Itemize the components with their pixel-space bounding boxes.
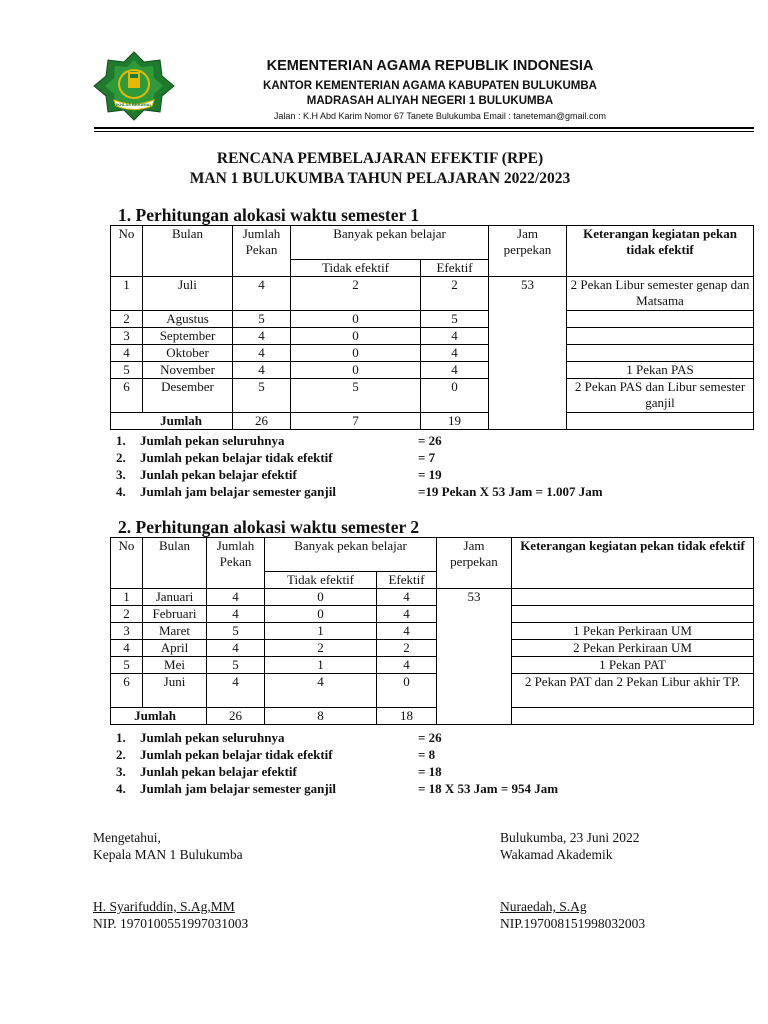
total-keterangan-empty — [512, 708, 754, 725]
header-no: No — [111, 226, 143, 277]
signature-right — [500, 829, 645, 932]
summary-value: = 18 X 53 Jam = 954 Jam — [418, 781, 559, 796]
cell-bulan: Januari — [143, 589, 207, 606]
cell-efektif: 4 — [421, 328, 489, 345]
sig-right-line2: Wakamad Akademik — [500, 847, 613, 862]
cell-no: 2 — [111, 606, 143, 623]
table-row — [111, 379, 754, 413]
table-row — [111, 277, 754, 311]
table-row — [111, 328, 754, 345]
cell-keterangan — [512, 606, 754, 623]
cell-no: 3 — [111, 328, 143, 345]
cell-bulan: Februari — [143, 606, 207, 623]
cell-tidak-efektif: 0 — [265, 589, 377, 606]
summary-text: Jumlah jam belajar semester ganjil — [140, 781, 336, 796]
cell-bulan: Juli — [143, 277, 233, 311]
ministry-name: KEMENTERIAN AGAMA REPUBLIK INDONESIA — [266, 58, 594, 74]
cell-bulan: Juni — [143, 674, 207, 708]
cell-tidak-efektif: 4 — [265, 674, 377, 708]
header-tidak-efektif: Tidak efektif — [291, 260, 421, 277]
header-no: No — [111, 538, 143, 589]
header-jumlah-pekan: Jumlah Pekan — [233, 226, 291, 277]
semester2-summary — [116, 729, 736, 801]
summary-line — [116, 432, 736, 449]
summary-value: = 8 — [418, 747, 436, 762]
table-row — [111, 362, 754, 379]
summary-value: = 26 — [418, 730, 442, 745]
table-row — [111, 640, 754, 657]
table-row — [111, 589, 754, 606]
cell-no: 2 — [111, 311, 143, 328]
header-jam-perpekan: Jam perpekan — [489, 226, 567, 277]
cell-bulan: Agustus — [143, 311, 233, 328]
table-row — [111, 674, 754, 708]
cell-efektif: 4 — [377, 589, 437, 606]
cell-efektif: 4 — [377, 623, 437, 640]
summary-value: = 26 — [418, 433, 442, 448]
cell-no: 6 — [111, 379, 143, 413]
total-keterangan-empty — [567, 413, 754, 430]
cell-keterangan: 2 Pekan Perkiraan UM — [512, 640, 754, 657]
summary-number: 1. — [116, 433, 126, 448]
summary-value: = 19 — [418, 467, 442, 482]
table-row — [111, 657, 754, 674]
cell-tidak-efektif: 2 — [291, 277, 421, 311]
cell-efektif: 4 — [421, 362, 489, 379]
semester2-heading: 2. Perhitungan alokasi waktu semester 2 — [118, 517, 420, 537]
summary-number: 2. — [116, 747, 126, 762]
cell-jumlah-pekan: 4 — [233, 328, 291, 345]
sig-right-line1: Bulukumba, 23 Juni 2022 — [500, 830, 640, 845]
cell-jumlah-pekan: 4 — [233, 362, 291, 379]
header-bulan: Bulan — [143, 538, 207, 589]
header-banyak-pekan: Banyak pekan belajar — [291, 226, 489, 260]
school-address: Jalan : K.H Abd Karim Nomor 67 Tanete Bulukumba Email : taneteman@gmail.com — [273, 111, 607, 121]
cell-no: 6 — [111, 674, 143, 708]
summary-number: 3. — [116, 764, 126, 779]
total-jumlah-pekan: 26 — [207, 708, 265, 725]
summary-line — [116, 466, 736, 483]
summary-number: 4. — [116, 781, 126, 796]
sig-right-nip: NIP.197008151998032003 — [500, 916, 646, 931]
sig-left-nip: NIP. 197010055199703100З — [93, 916, 249, 931]
cell-tidak-efektif: 0 — [291, 311, 421, 328]
cell-bulan: Mei — [143, 657, 207, 674]
total-efektif: 19 — [421, 413, 489, 430]
summary-number: 2. — [116, 450, 126, 465]
cell-jumlah-pekan: 4 — [207, 674, 265, 708]
summary-text: Junlah pekan belajar efektif — [140, 764, 297, 779]
ministry-logo-icon — [92, 50, 176, 122]
semester1-summary — [116, 432, 736, 504]
cell-no: 4 — [111, 640, 143, 657]
cell-bulan: September — [143, 328, 233, 345]
letterhead-divider-thin — [94, 131, 754, 132]
header-jam-perpekan: Jam perpekan — [437, 538, 512, 589]
cell-keterangan — [567, 328, 754, 345]
cell-tidak-efektif: 5 — [291, 379, 421, 413]
total-label: Jumlah — [111, 708, 207, 725]
cell-no: 1 — [111, 277, 143, 311]
summary-line — [116, 729, 736, 746]
cell-no: 3 — [111, 623, 143, 640]
table-row — [111, 623, 754, 640]
summary-value: = 7 — [418, 450, 436, 465]
header-efektif: Efektif — [377, 572, 437, 589]
summary-value: =19 Pekan X 53 Jam = 1.007 Jam — [418, 484, 603, 499]
cell-jumlah-pekan: 5 — [207, 657, 265, 674]
document-title: RENCANA PEMBELAJARAN EFEKTIF (RPE) — [216, 150, 544, 167]
semester1-heading: 1. Perhitungan alokasi waktu semester 1 — [118, 205, 420, 225]
summary-text: Jumlah pekan belajar tidak efektif — [140, 450, 333, 465]
table-row — [111, 311, 754, 328]
sig-left-line1: Mengetahui, — [93, 830, 161, 845]
cell-no: 5 — [111, 362, 143, 379]
summary-line — [116, 483, 736, 500]
cell-tidak-efektif: 1 — [265, 623, 377, 640]
cell-jumlah-pekan: 5 — [233, 311, 291, 328]
cell-keterangan — [512, 589, 754, 606]
cell-tidak-efektif: 0 — [291, 362, 421, 379]
summary-text: Junlah pekan belajar efektif — [140, 467, 297, 482]
cell-jam-perpekan: 53 — [489, 277, 567, 430]
school-name: MADRASAH ALIYAH NEGERI 1 BULUKUMBA — [306, 95, 554, 107]
cell-keterangan: 1 Pekan PAT — [512, 657, 754, 674]
sig-right-name: Nuraedah, S.Ag — [500, 899, 587, 914]
cell-keterangan — [567, 345, 754, 362]
signature-left — [93, 829, 248, 932]
cell-keterangan: 2 Pekan PAS dan Libur semester ganjil — [567, 379, 754, 413]
semester1-table — [110, 225, 754, 430]
summary-number: 3. — [116, 467, 126, 482]
cell-efektif: 4 — [377, 606, 437, 623]
cell-bulan: Maret — [143, 623, 207, 640]
cell-efektif: 5 — [421, 311, 489, 328]
summary-text: Jumlah pekan belajar tidak efektif — [140, 747, 333, 762]
cell-jumlah-pekan: 5 — [207, 623, 265, 640]
cell-efektif: 4 — [377, 657, 437, 674]
cell-no: 4 — [111, 345, 143, 362]
cell-efektif: 2 — [421, 277, 489, 311]
cell-jumlah-pekan: 4 — [233, 277, 291, 311]
cell-no: 5 — [111, 657, 143, 674]
cell-tidak-efektif: 2 — [265, 640, 377, 657]
cell-jumlah-pekan: 4 — [233, 345, 291, 362]
header-bulan: Bulan — [143, 226, 233, 277]
cell-jumlah-pekan: 4 — [207, 606, 265, 623]
cell-keterangan: 1 Pekan PAS — [567, 362, 754, 379]
table-row — [111, 606, 754, 623]
total-jumlah-pekan: 26 — [233, 413, 291, 430]
summary-line — [116, 449, 736, 466]
sig-left-name: H. Syarifuddin, S.Ag,MM — [93, 899, 235, 914]
letterhead-divider — [94, 127, 754, 129]
cell-jam-perpekan: 53 — [437, 589, 512, 725]
cell-keterangan: 2 Pekan PAT dan 2 Pekan Libur akhir TP. — [512, 674, 754, 708]
summary-number: 4. — [116, 484, 126, 499]
cell-no: 1 — [111, 589, 143, 606]
document-subtitle: MAN 1 BULUKUMBA TAHUN PELAJARAN 2022/2023 — [189, 170, 571, 187]
header-jumlah-pekan: Jumlah Pekan — [207, 538, 265, 589]
office-name: KANTOR KEMENTERIAN AGAMA KABUPATEN BULUKUMBA — [263, 80, 597, 92]
cell-tidak-efektif: 1 — [265, 657, 377, 674]
semester2-table — [110, 537, 754, 725]
cell-jumlah-pekan: 4 — [207, 589, 265, 606]
cell-bulan: Oktober — [143, 345, 233, 362]
summary-line — [116, 763, 736, 780]
header-keterangan: Keterangan kegiatan pekan tidak efektif — [512, 538, 754, 589]
cell-bulan: Desember — [143, 379, 233, 413]
header-keterangan: Keterangan kegiatan pekan tidak efektif — [567, 226, 754, 277]
cell-tidak-efektif: 0 — [265, 606, 377, 623]
header-efektif: Efektif — [421, 260, 489, 277]
cell-bulan: November — [143, 362, 233, 379]
cell-bulan: April — [143, 640, 207, 657]
total-label: Jumlah — [111, 413, 233, 430]
cell-jumlah-pekan: 5 — [233, 379, 291, 413]
summary-text: Jumlah jam belajar semester ganjil — [140, 484, 336, 499]
summary-line — [116, 746, 736, 763]
header-banyak-pekan: Banyak pekan belajar — [265, 538, 437, 572]
total-tidak-efektif: 7 — [291, 413, 421, 430]
cell-keterangan: 2 Pekan Libur semester genap dan Matsama — [567, 277, 754, 311]
cell-efektif: 4 — [421, 345, 489, 362]
cell-keterangan — [567, 311, 754, 328]
summary-text: Jumlah pekan seluruhnya — [140, 730, 285, 745]
cell-tidak-efektif: 0 — [291, 328, 421, 345]
cell-keterangan: 1 Pekan Perkiraan UM — [512, 623, 754, 640]
cell-tidak-efektif: 0 — [291, 345, 421, 362]
cell-jumlah-pekan: 4 — [207, 640, 265, 657]
total-row — [111, 413, 754, 430]
total-efektif: 18 — [377, 708, 437, 725]
total-row — [111, 708, 754, 725]
summary-text: Jumlah pekan seluruhnya — [140, 433, 285, 448]
summary-value: = 18 — [418, 764, 442, 779]
total-tidak-efektif: 8 — [265, 708, 377, 725]
cell-efektif: 2 — [377, 640, 437, 657]
sig-left-line2: Kepala MAN 1 Bulukumba — [93, 847, 243, 862]
cell-efektif: 0 — [421, 379, 489, 413]
header-tidak-efektif: Tidak efektif — [265, 572, 377, 589]
svg-text:IKHLAS BERAMAL: IKHLAS BERAMAL — [116, 102, 152, 107]
summary-line — [116, 780, 736, 797]
table-row — [111, 345, 754, 362]
summary-number: 1. — [116, 730, 126, 745]
cell-efektif: 0 — [377, 674, 437, 708]
